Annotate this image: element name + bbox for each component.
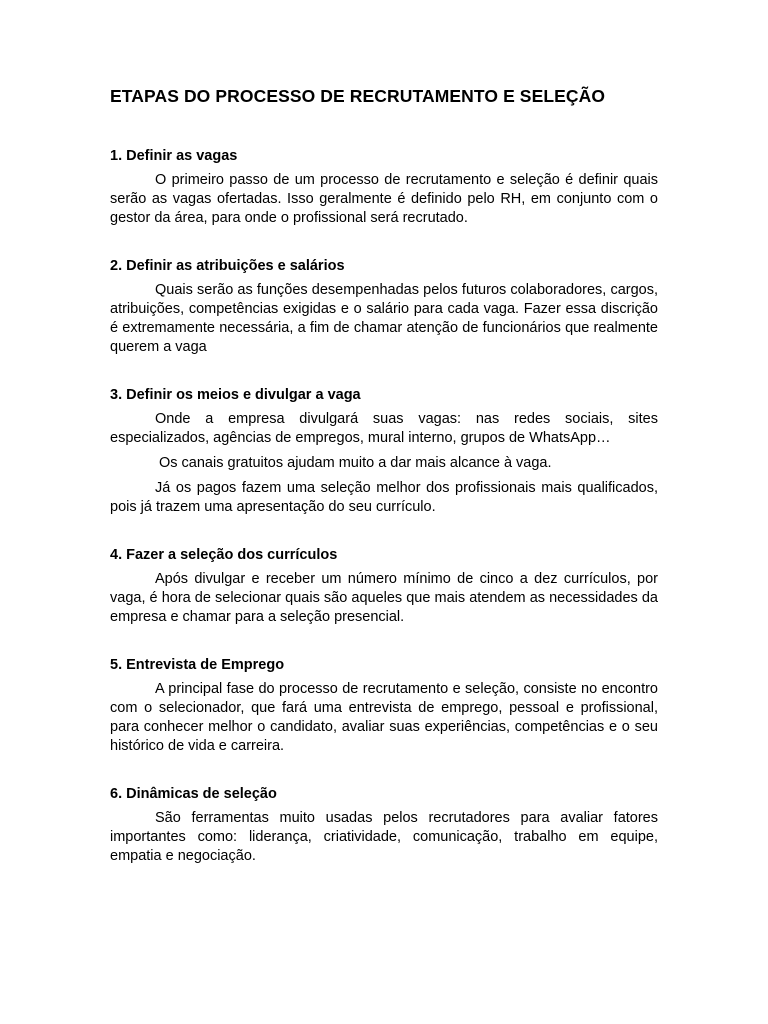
section-selection-dynamics xyxy=(110,785,658,866)
section-paragraph: Onde a empresa divulgará suas vagas: nas redes sociais, sites especializados, agências de empregos, mural interno, grupos de WhatsApp… xyxy=(110,411,658,446)
section-paragraph: A principal fase do processo de recrutamento e seleção, consiste no encontro com o selecionador, que fará uma entrevista de emprego, pessoal e profissional, para conhecer melhor o candidato, avaliar suas experiências, competências e o seu histórico de vida e carreira. xyxy=(110,681,658,754)
document-page xyxy=(110,86,658,895)
section-heading: 6. Dinâmicas de seleção xyxy=(110,786,277,802)
section-heading: 3. Definir os meios e divulgar a vaga xyxy=(110,387,361,403)
section-heading: 1. Definir as vagas xyxy=(110,148,238,164)
section-heading: 5. Entrevista de Emprego xyxy=(110,657,285,673)
section-define-duties-salaries xyxy=(110,257,658,357)
document-title: ETAPAS DO PROCESSO DE RECRUTAMENTO E SELEÇÃO xyxy=(110,86,606,106)
section-paragraph: O primeiro passo de um processo de recrutamento e seleção é definir quais serão as vagas ofertadas. Isso geralmente é definido pelo RH, em conjunto com o gestor da área, para onde o profissional será recrutado. xyxy=(110,172,658,226)
section-heading: 2. Definir as atribuições e salários xyxy=(110,258,345,274)
section-resume-screening xyxy=(110,546,658,627)
section-paragraph: Já os pagos fazem uma seleção melhor dos profissionais mais qualificados, pois já trazem uma apresentação do seu currículo. xyxy=(110,480,658,515)
section-paragraph: Os canais gratuitos ajudam muito a dar mais alcance à vaga. xyxy=(159,455,552,471)
section-job-interview xyxy=(110,656,658,756)
section-paragraph: São ferramentas muito usadas pelos recrutadores para avaliar fatores importantes como: liderança, criatividade, comunicação, trabalho em equipe, empatia e negociação. xyxy=(110,810,658,864)
section-define-vacancies xyxy=(110,147,658,228)
section-paragraph: Após divulgar e receber um número mínimo de cinco a dez currículos, por vaga, é hora de selecionar quais são aqueles que mais atendem as necessidades da empresa e chamar para a seleção presencial. xyxy=(110,571,658,625)
section-define-channels xyxy=(110,386,658,517)
section-paragraph: Quais serão as funções desempenhadas pelos futuros colaboradores, cargos, atribuições, competências exigidas e o salário para cada vaga. Fazer essa discrição é extremamente necessária, a fim de chamar atenção de funcionários que realmente querem a vaga xyxy=(110,282,658,355)
section-heading: 4. Fazer a seleção dos currículos xyxy=(110,547,338,563)
